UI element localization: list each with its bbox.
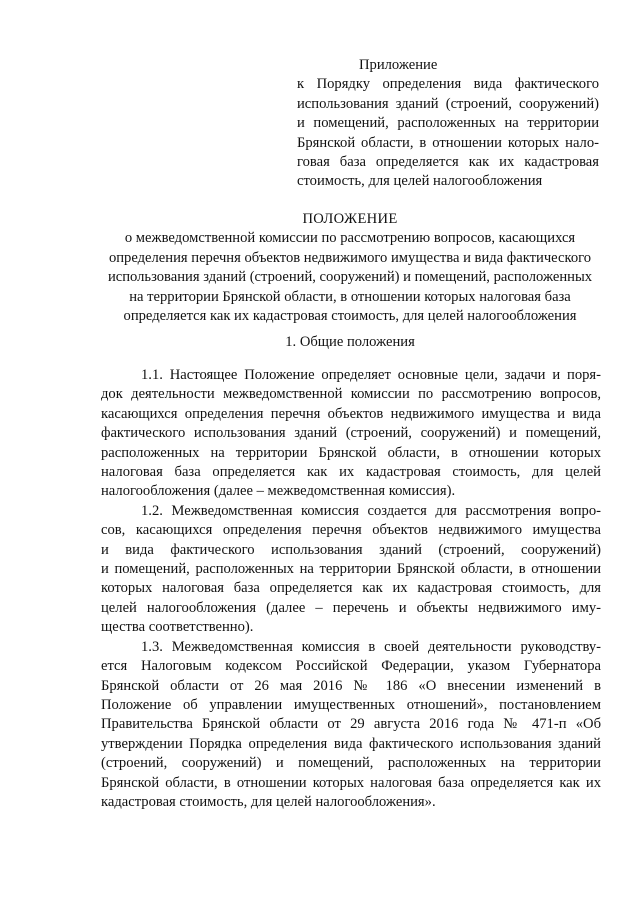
paragraph-line: (строений, сооружений) и помещений, расположенных на территории [101,755,601,772]
paragraph-line: и помещений, расположенных на территории Брянской области, в отношении [101,561,601,578]
paragraph-line: налогообложения (далее – межведомственная комиссия). [101,483,456,500]
appendix-line: к Порядку определения вида фактического [297,76,599,93]
appendix-line: и помещений, расположенных на территории [297,115,599,132]
paragraph-line: целей налогообложения (далее – перечень и объекты недвижимого иму- [101,599,601,616]
paragraph-line: Брянской области, в отношении которых налоговая база определяется как их [101,774,601,791]
document-title: ПОЛОЖЕНИЕ [302,211,398,227]
paragraph-line: сов, касающихся определения перечня объектов недвижимого имущества [101,522,601,539]
document-heading [90,210,610,326]
paragraph-line: касающихся определения перечня объектов недвижимого имущества и вида [101,405,601,422]
appendix-title: Приложение [359,57,438,73]
paragraph-line: док деятельности межведомственной комиссии по рассмотрению вопросов, [101,386,601,403]
heading-line: на территории Брянской области, в отношении которых налоговая база [129,288,571,305]
paragraph-line: Положение об управлении имущественных отношений», постановлением [101,696,601,713]
paragraph-line: кадастровая стоимость, для целей налогообложения». [101,793,436,810]
paragraph-line: Брянской области от 26 мая 2016 № 186 «О внесении изменений в [101,677,601,694]
paragraph-line: 1.3. Межведомственная комиссия в своей деятельности руководству- [141,638,601,655]
paragraph-line: которых налоговая база определяется как их кадастровая стоимость, для [101,580,601,597]
paragraph-line: щества соответственно). [101,619,254,636]
paragraph-line: фактического использования зданий (строений, сооружений) и помещений, [101,425,601,442]
appendix-line: использования зданий (строений, сооружений) [297,95,599,112]
heading-line: определяется как их кадастровая стоимость, для целей налогообложения [123,308,577,325]
paragraph-1-1 [101,366,601,502]
paragraph-line: налоговая база определяется как их кадастровая стоимость, для целей [101,464,601,481]
paragraph-line: и вида фактического использования зданий (строений, сооружений) [101,541,601,558]
section-title: 1. Общие положения [285,334,415,350]
paragraph-line: ется Налоговым кодексом Российской Федерации, указом Губернатора [101,658,601,675]
appendix-line: говая база определяется как их кадастровая [297,154,599,171]
appendix-line: Брянской области, в отношении которых нало- [297,134,599,151]
paragraph-1-3 [101,638,601,813]
paragraph-line: 1.1. Настоящее Положение определяет основные цели, задачи и поря- [141,367,601,383]
appendix-block [297,56,599,192]
paragraph-line: Правительства Брянской области от 29 августа 2016 года № 471-п «Об [101,716,601,733]
body-text [101,366,601,812]
paragraph-line: утверждении Порядка определения вида фактического использования зданий [101,735,601,752]
heading-line: определения перечня объектов недвижимого имущества и вида фактического [108,249,592,266]
appendix-line: стоимость, для целей налогообложения [297,173,543,190]
heading-line: о межведомственной комиссии по рассмотрению вопросов, касающихся [124,230,576,247]
paragraph-1-2 [101,502,601,638]
paragraph-line: расположенных на территории Брянской области, в отношении которых [101,444,601,461]
paragraph-line: 1.2. Межведомственная комиссия создается для рассмотрения вопро- [141,502,601,519]
heading-line: использования зданий (строений, сооружений) и помещений, расположенных [107,269,593,286]
